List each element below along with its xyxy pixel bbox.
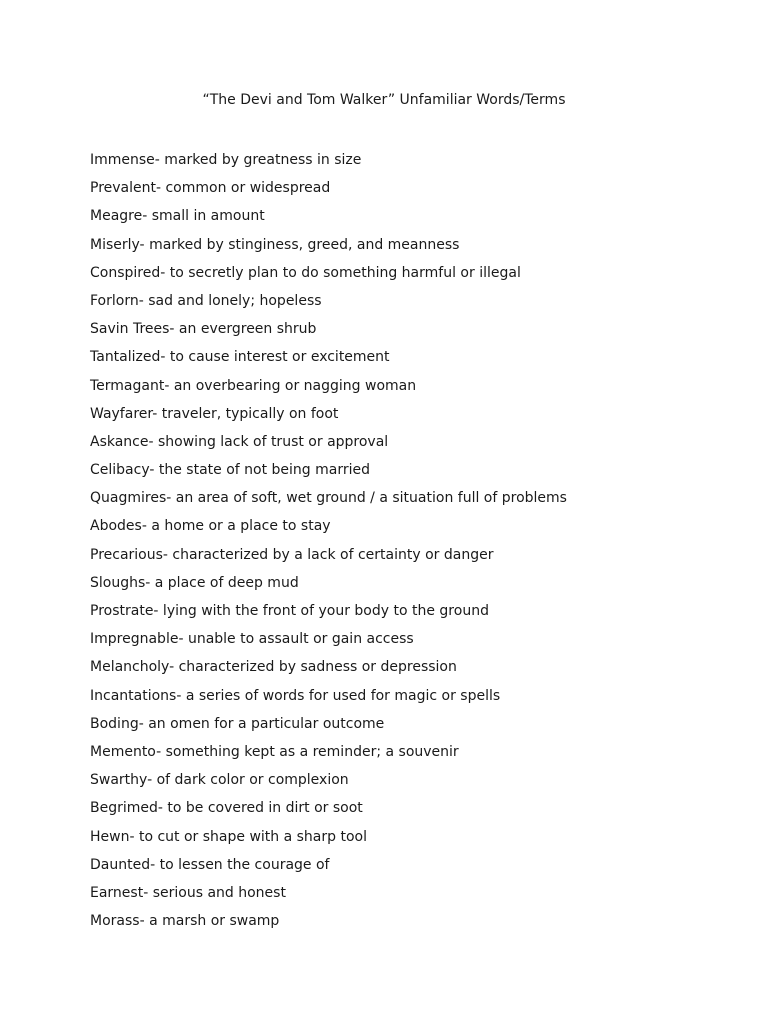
vocabulary-term: Swarthy- of dark color or complexion xyxy=(90,772,349,789)
vocabulary-term: Memento- something kept as a reminder; a souvenir xyxy=(90,743,459,760)
vocabulary-term: Termagant- an overbearing or nagging woman xyxy=(90,377,417,394)
vocabulary-term: Celibacy- the state of not being married xyxy=(90,462,371,479)
vocabulary-term: Prevalent- common or widespread xyxy=(90,180,331,197)
vocabulary-term: Impregnable- unable to assault or gain access xyxy=(90,631,414,648)
document-title: “The Devi and Tom Walker” Unfamiliar Words/Terms xyxy=(202,92,566,108)
vocabulary-term: Quagmires- an area of soft, wet ground / a situation full of problems xyxy=(90,490,567,507)
vocabulary-term: Melancholy- characterized by sadness or depression xyxy=(90,659,457,676)
vocabulary-term: Meagre- small in amount xyxy=(90,208,265,225)
vocabulary-term: Precarious- characterized by a lack of certainty or danger xyxy=(90,546,494,563)
vocabulary-term: Sloughs- a place of deep mud xyxy=(90,574,299,591)
vocabulary-list xyxy=(90,146,567,935)
vocabulary-term: Askance- showing lack of trust or approval xyxy=(90,433,389,450)
vocabulary-term: Incantations- a series of words for used for magic or spells xyxy=(90,687,501,704)
vocabulary-term: Morass- a marsh or swamp xyxy=(90,913,280,930)
vocabulary-term: Earnest- serious and honest xyxy=(90,884,286,901)
vocabulary-term: Prostrate- lying with the front of your body to the ground xyxy=(90,603,489,619)
vocabulary-term: Conspired- to secretly plan to do something harmful or illegal xyxy=(90,264,521,281)
vocabulary-term: Forlorn- sad and lonely; hopeless xyxy=(90,292,322,309)
vocabulary-term: Wayfarer- traveler, typically on foot xyxy=(90,405,339,422)
vocabulary-term: Hewn- to cut or shape with a sharp tool xyxy=(90,828,367,845)
vocabulary-term: Tantalized- to cause interest or excitement xyxy=(90,349,390,366)
vocabulary-term: Begrimed- to be covered in dirt or soot xyxy=(90,800,363,817)
vocabulary-term: Daunted- to lessen the courage of xyxy=(90,856,330,873)
vocabulary-term: Boding- an omen for a particular outcome xyxy=(90,715,385,732)
vocabulary-term: Miserly- marked by stinginess, greed, and meanness xyxy=(90,236,460,253)
vocabulary-term: Savin Trees- an evergreen shrub xyxy=(90,321,317,338)
vocabulary-term: Immense- marked by greatness in size xyxy=(90,152,362,168)
vocabulary-term: Abodes- a home or a place to stay xyxy=(90,518,331,535)
